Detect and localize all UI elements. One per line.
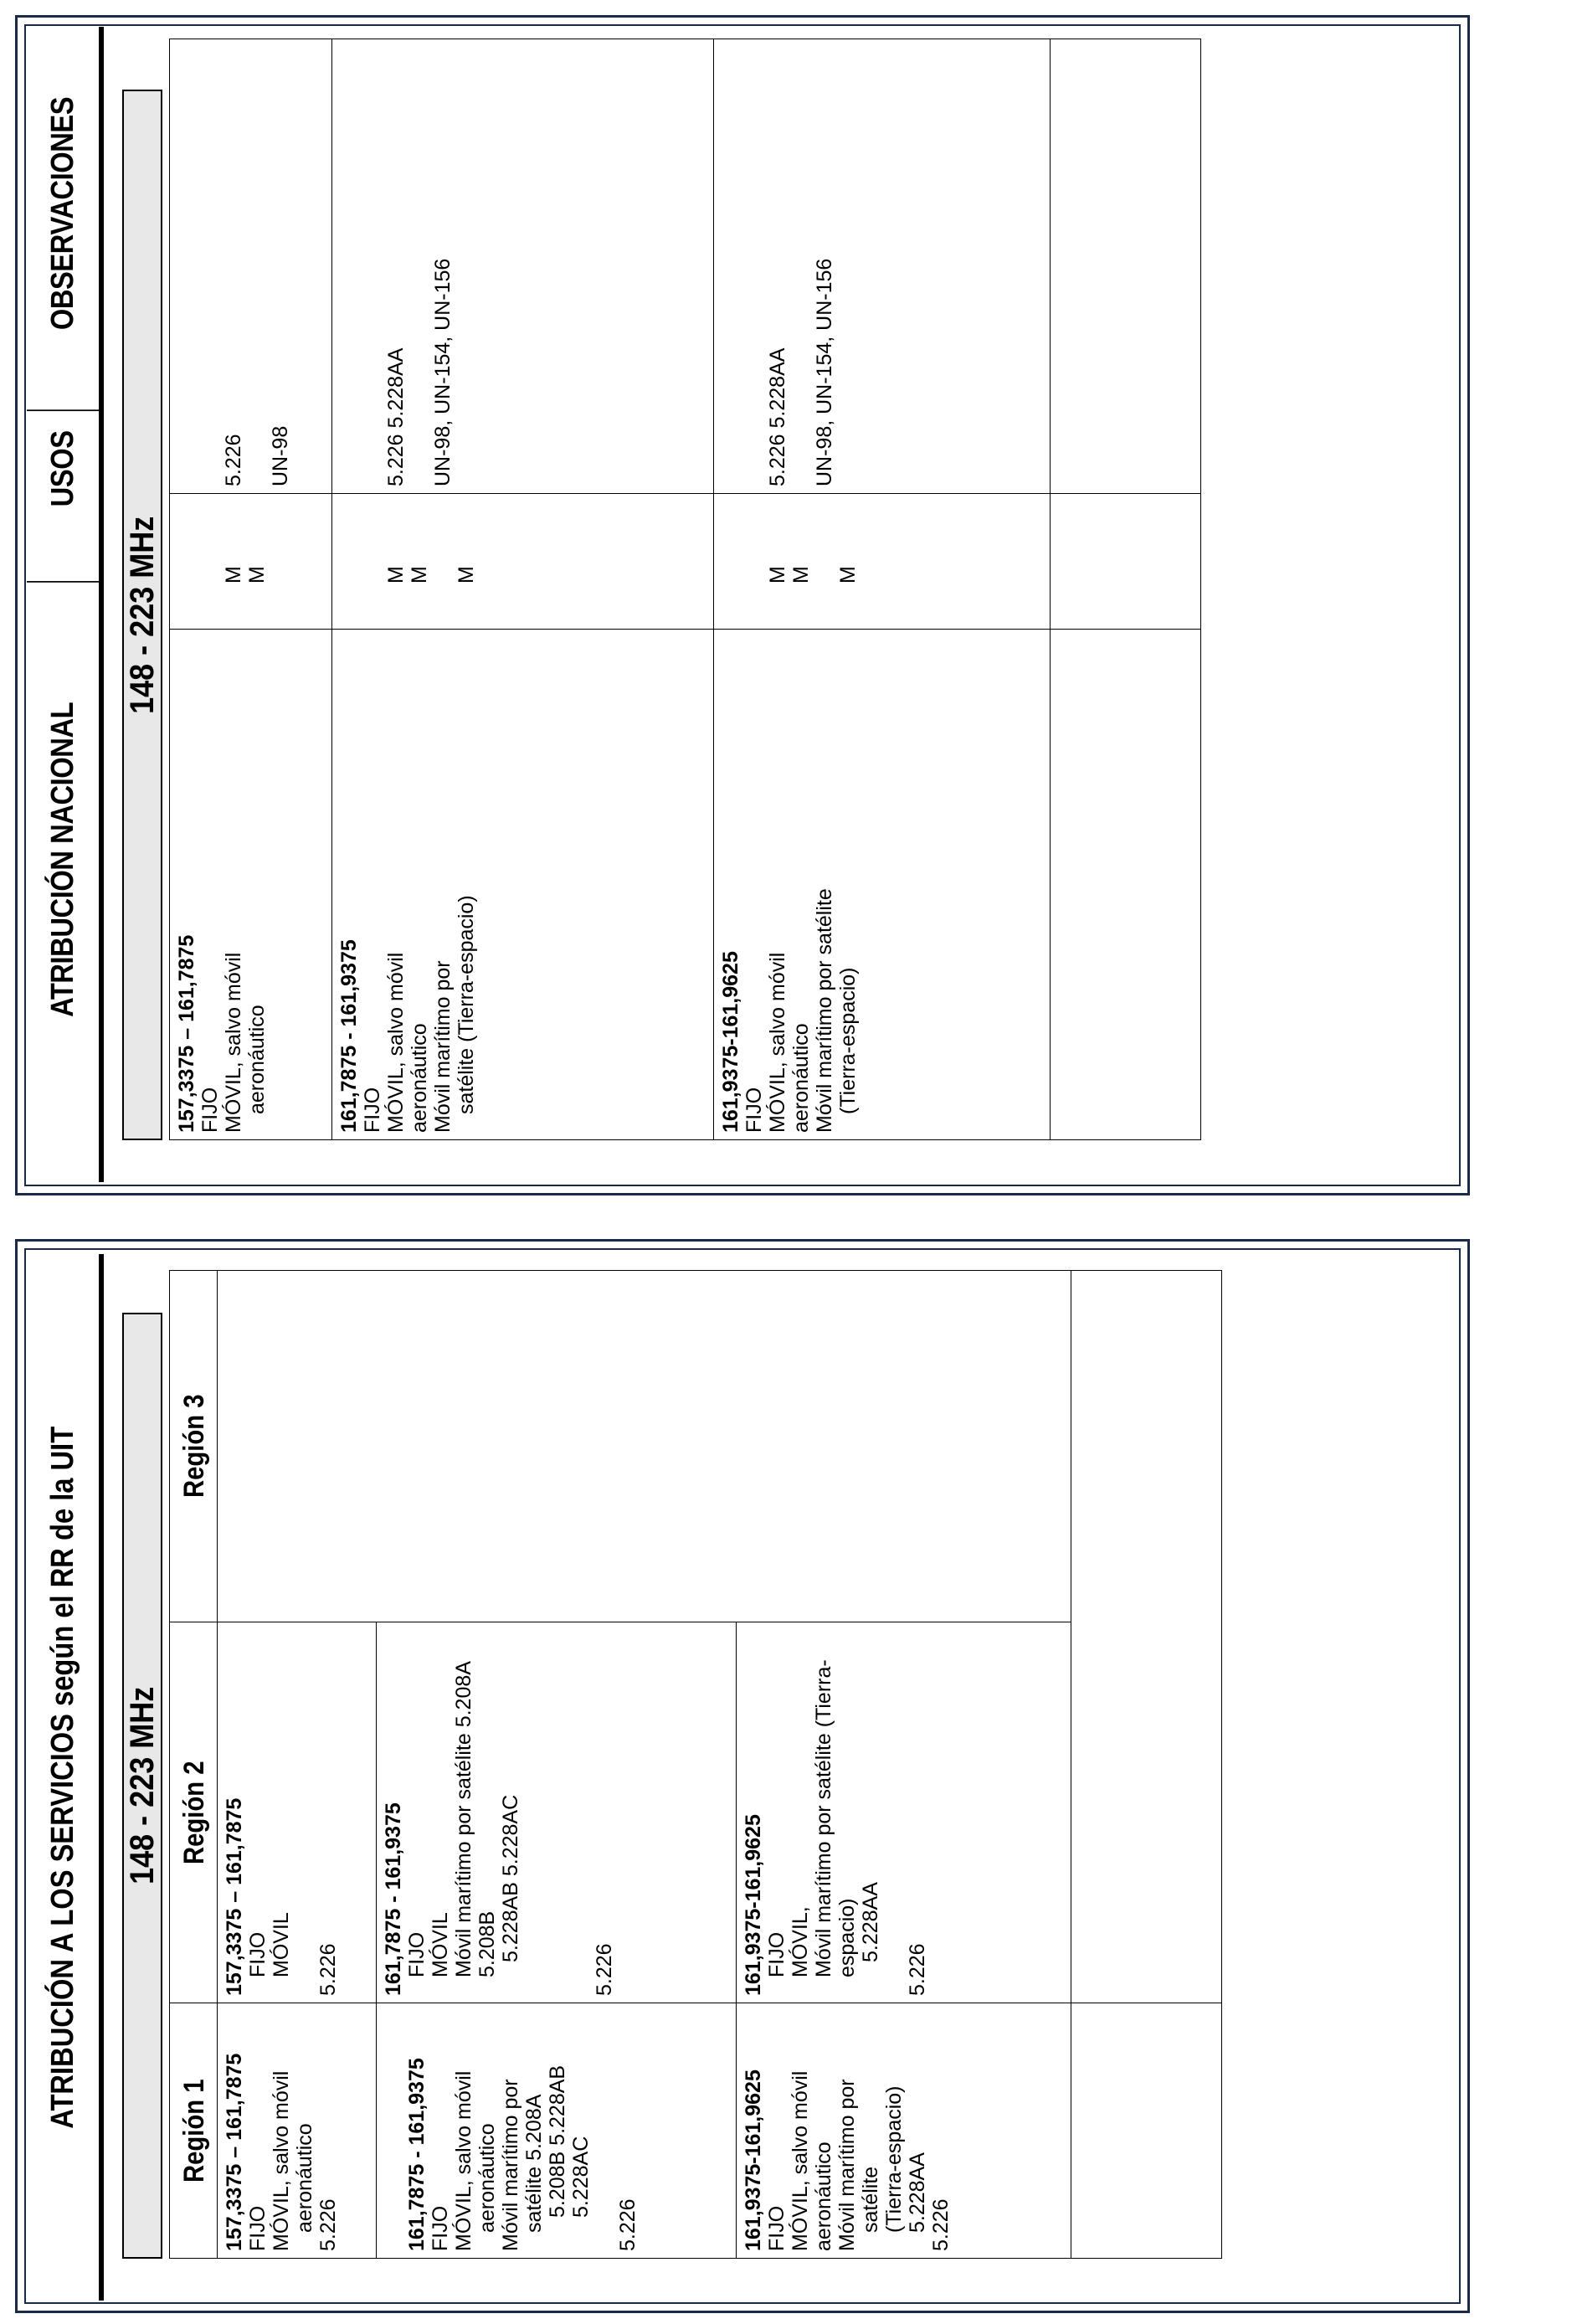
uit-table — [169, 1270, 1222, 2259]
uso-value: M — [789, 566, 813, 584]
band-range: 161,7875 - 161,9375 — [337, 939, 361, 1133]
uit-page — [27, 1254, 1455, 2301]
uso-value: M — [766, 566, 789, 584]
service-line: 5.228AB 5.228AC — [499, 1794, 522, 1962]
band-range: 161,9375-161,9625 — [742, 2069, 765, 2251]
service-line: MÓVIL, salvo móvil — [222, 952, 245, 1133]
table-row — [1071, 1271, 1222, 2259]
header-observaciones: OBSERVACIONES — [44, 96, 80, 331]
region-label: Región 3 — [178, 1394, 210, 1499]
footnote-line: 5.226 — [929, 2198, 953, 2251]
region-header-row — [170, 1271, 218, 2259]
obs-line: UN-98, UN-154, UN-156 — [431, 258, 455, 486]
region-2-header — [170, 1622, 218, 2003]
service-line: FIJO — [742, 1087, 766, 1133]
obs-line: 5.226 5.228AA — [766, 347, 789, 486]
service-line: aeronáutico — [408, 1023, 431, 1133]
band-range: 161,9375-161,9625 — [742, 1814, 765, 1996]
service-line: MÓVIL, — [789, 1906, 812, 1977]
region-2-cell — [218, 1622, 377, 2003]
region-label: Región 2 — [178, 1761, 210, 1864]
footnote-line: 5.226 — [906, 1943, 929, 1996]
uso-value: M — [408, 566, 431, 584]
service-line: aeronáutico — [475, 2123, 499, 2233]
uso-value: M — [222, 566, 245, 584]
footnote-line: 5.226 — [616, 2198, 640, 2251]
obs-line: UN-98 — [269, 425, 292, 486]
uso-value: M — [384, 566, 408, 584]
band-label: 148 - 223 MHz — [123, 1686, 161, 1885]
service-line: aeronáutico — [245, 1005, 269, 1114]
service-line: 5.208B 5.228AB — [546, 2064, 569, 2218]
national-cell-services — [714, 630, 1051, 1140]
region-3-cell — [218, 1271, 1071, 1622]
table-row — [714, 39, 1051, 1140]
service-line: FIJO — [765, 2205, 789, 2251]
uso-value: M — [245, 566, 269, 584]
service-line: MÓVIL, salvo móvil — [452, 2070, 475, 2251]
national-cell-empty — [1051, 494, 1201, 630]
service-line: 5.228AA — [859, 1882, 882, 1962]
region-2-cell — [377, 1622, 737, 2003]
service-line: FIJO — [246, 1931, 270, 1977]
national-cell-empty — [1051, 39, 1201, 494]
obs-line: 5.226 — [222, 434, 245, 486]
region-1-cell — [737, 2003, 1071, 2259]
region-1-header — [170, 2003, 218, 2259]
service-line: Móvil marítimo por satélite 5.208A 5.208B — [452, 1662, 499, 1977]
region-1-cell-empty — [1071, 2003, 1222, 2259]
national-table — [169, 39, 1201, 1140]
national-cell-usos — [332, 494, 714, 630]
service-line: Móvil marítimo por — [499, 2079, 522, 2251]
service-line: (Tierra-espacio) — [882, 2085, 906, 2233]
table-row — [218, 1271, 377, 2259]
footnote-line: 5.226 — [316, 2198, 340, 2251]
header-atribucion-nacional: ATRIBUCIÓN NACIONAL — [27, 581, 99, 1137]
service-line: Móvil marítimo por — [431, 960, 455, 1133]
band-range: 157,3375 – 161,7875 — [175, 934, 198, 1133]
table-row — [1051, 39, 1201, 1140]
obs-line: 5.226 5.228AA — [384, 347, 408, 486]
footnote-line: 5.226 — [593, 1943, 616, 1996]
band-label: 148 - 223 MHz — [123, 516, 161, 714]
table-row — [332, 39, 714, 1140]
service-line: FIJO — [765, 1931, 789, 1977]
band-range: 157,3375 – 161,7875 — [223, 1797, 246, 1996]
service-line: satélite 5.208A — [522, 2094, 546, 2233]
service-line: satélite (Tierra-espacio) — [455, 895, 478, 1114]
region-2-3-cell-empty — [1071, 1271, 1222, 2003]
service-line: FIJO — [361, 1087, 384, 1133]
header-usos: USOS — [27, 409, 99, 526]
service-line: MÓVIL, salvo móvil — [766, 952, 789, 1133]
national-band-bar — [122, 90, 162, 1140]
service-line: FIJO — [405, 1931, 429, 1977]
national-cell-obs — [714, 39, 1051, 494]
service-line: Móvil marítimo por — [835, 2079, 859, 2251]
service-line: FIJO — [429, 2205, 452, 2251]
service-line: FIJO — [246, 2205, 270, 2251]
obs-line — [245, 46, 269, 486]
national-header-row — [27, 27, 104, 1182]
national-cell-usos — [170, 494, 332, 630]
uit-header — [27, 1254, 104, 2301]
service-line: 5.228AC — [569, 2136, 593, 2218]
region-1-cell — [218, 2003, 377, 2259]
service-line: aeronáutico — [293, 2123, 316, 2233]
service-line: (Tierra-espacio) — [836, 967, 860, 1114]
service-line: Móvil marítimo por satélite (Tierra-espacio) — [812, 1659, 859, 1977]
national-page — [27, 27, 1455, 1182]
band-range: 157,3375 – 161,7875 — [223, 2053, 246, 2251]
national-cell-services — [170, 630, 332, 1140]
region-3-header — [170, 1271, 218, 1622]
service-line: FIJO — [198, 1087, 222, 1133]
service-line: aeronáutico — [789, 1023, 813, 1133]
band-range: 161,7875 - 161,9375 — [382, 1802, 405, 1996]
uso-value: M — [836, 566, 860, 584]
service-line: Móvil marítimo por satélite — [813, 888, 836, 1133]
region-2-cell — [737, 1622, 1071, 2003]
national-cell-usos — [714, 494, 1051, 630]
obs-line: UN-98, UN-154, UN-156 — [813, 258, 836, 486]
service-line: 5.228AA — [906, 2152, 929, 2233]
service-line: MÓVIL, salvo móvil — [384, 952, 408, 1133]
region-1-cell — [377, 2003, 737, 2259]
national-cell-empty — [1051, 630, 1201, 1140]
national-cell-obs — [332, 39, 714, 494]
uit-title: ATRIBUCIÓN A LOS SERVICIOS según el RR de la UIT — [44, 1426, 80, 2129]
service-line: MÓVIL — [429, 1912, 452, 1977]
service-line: satélite — [859, 2166, 882, 2233]
band-range: 161,9375-161,9625 — [719, 951, 742, 1133]
service-line: MÓVIL, salvo móvil — [270, 2070, 293, 2251]
service-line: aeronáutico — [812, 2141, 835, 2251]
national-cell-services — [332, 630, 714, 1140]
service-line: MÓVIL, salvo móvil — [789, 2070, 812, 2251]
uit-band-bar — [122, 1313, 162, 2259]
service-line: MÓVIL — [270, 1912, 293, 1977]
national-cell-obs — [170, 39, 332, 494]
band-range: 161,7875 - 161,9375 — [405, 2058, 429, 2251]
uso-value: M — [455, 566, 478, 584]
region-label: Región 1 — [178, 2079, 210, 2183]
table-row — [170, 39, 332, 1140]
footnote-line: 5.226 — [316, 1943, 340, 1996]
